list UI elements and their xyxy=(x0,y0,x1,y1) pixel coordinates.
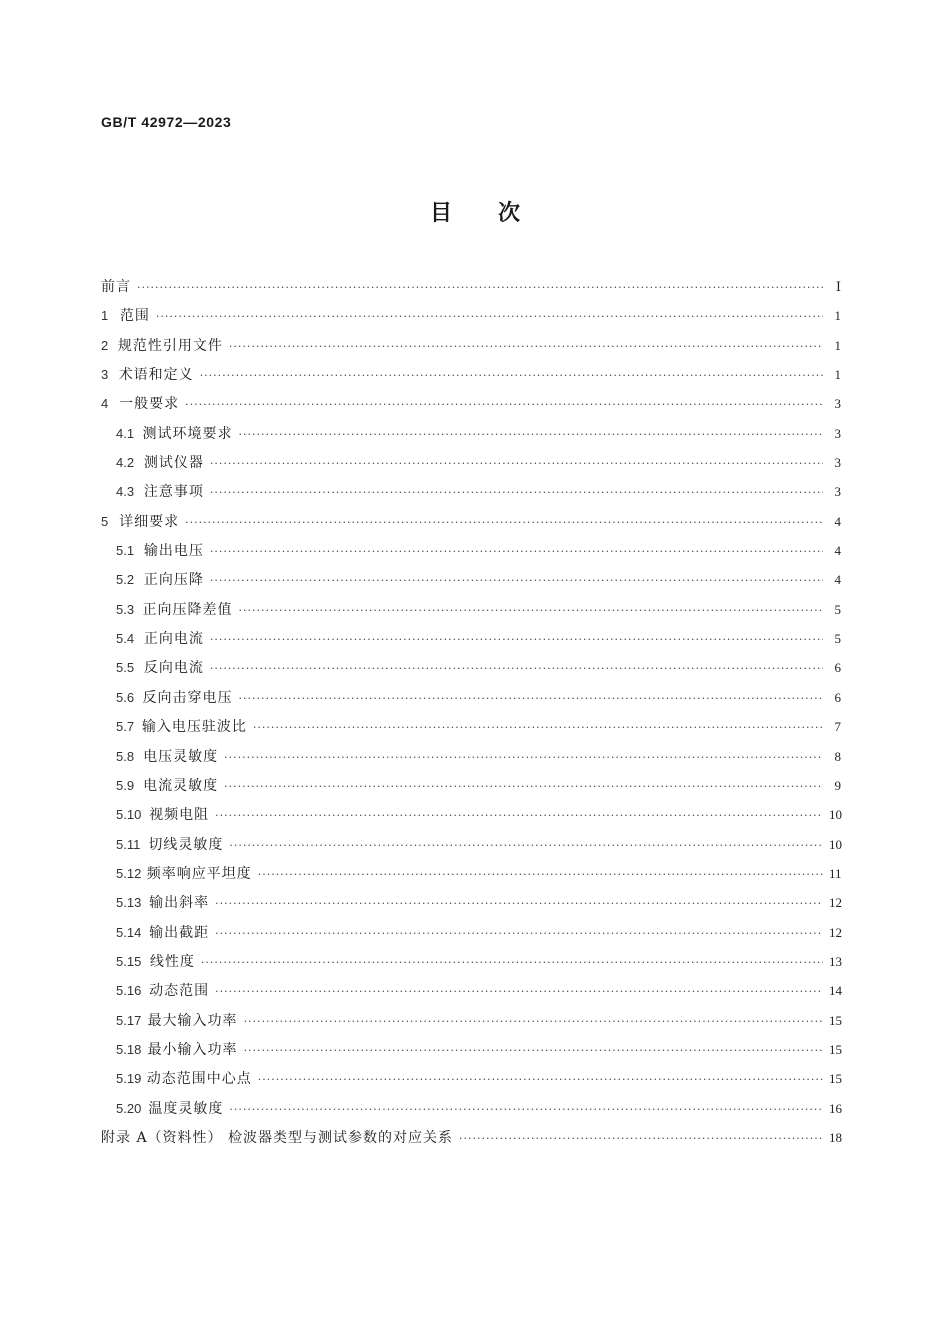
toc-entry-title: 输出截距 xyxy=(149,924,210,941)
toc-dot-leader xyxy=(239,596,823,625)
toc-entry-page: 18 xyxy=(829,1129,842,1145)
toc-entry-number: 5.13 xyxy=(116,895,142,911)
toc-entry-number: 1 xyxy=(101,308,109,324)
toc-entry-title: 动态范围 xyxy=(149,983,210,1000)
toc-dot-leader xyxy=(210,654,823,683)
toc-entry[interactable] xyxy=(101,565,841,594)
toc-entry-page: 5 xyxy=(834,601,841,617)
toc-entry-title: 温度灵敏度 xyxy=(148,1100,224,1117)
toc-entry-number: 4.1 xyxy=(116,425,135,441)
toc-entry-title: 切线灵敏度 xyxy=(148,836,224,853)
toc-entry[interactable] xyxy=(101,771,841,800)
toc-entry-page: 6 xyxy=(834,660,841,676)
toc-entry-page: 15 xyxy=(829,1041,842,1057)
toc-entry-page: 11 xyxy=(829,865,842,881)
toc-entry[interactable] xyxy=(101,1006,841,1035)
toc-dot-leader xyxy=(244,1036,823,1065)
toc-entry-page: 12 xyxy=(829,895,842,911)
toc-entry-number: 5 xyxy=(101,513,109,529)
toc-entry-page: 6 xyxy=(834,689,841,705)
toc-entry[interactable] xyxy=(101,976,841,1005)
toc-dot-leader xyxy=(215,801,823,830)
toc-entry-title: 输出电压 xyxy=(143,543,204,560)
toc-dot-leader xyxy=(239,420,823,449)
toc-entry-number: 5.4 xyxy=(116,631,135,647)
toc-entry-title: 正向压降差值 xyxy=(142,601,233,618)
toc-dot-leader xyxy=(210,566,823,595)
toc-entry[interactable] xyxy=(101,859,841,888)
toc-entry-page: 8 xyxy=(834,748,841,764)
toc-entry-page: 3 xyxy=(834,425,841,441)
toc-entry-page: 1 xyxy=(834,308,841,324)
toc-entry[interactable] xyxy=(101,1035,841,1064)
toc-entry-number: 5.20 xyxy=(116,1100,142,1116)
toc-entry-title: 输入电压驻波比 xyxy=(141,719,247,736)
toc-entry-title: 附录 A（资料性） 检波器类型与测试参数的对应关系 xyxy=(101,1129,454,1146)
toc-dot-leader xyxy=(229,1095,823,1124)
toc-entry-number: 4.3 xyxy=(116,484,135,500)
toc-entry-page: 15 xyxy=(829,1012,842,1028)
toc-entry-number: 5.18 xyxy=(116,1041,142,1057)
toc-entry-page: 16 xyxy=(829,1100,842,1116)
toc-entry-number: 5.3 xyxy=(116,601,135,617)
toc-entry-title: 注意事项 xyxy=(143,484,204,501)
toc-entry-number: 5.7 xyxy=(116,719,135,735)
toc-entry-page: 1 xyxy=(834,367,841,383)
toc-entry-page: 14 xyxy=(829,983,842,999)
toc-entry-number: 4.2 xyxy=(116,455,135,471)
toc-entry[interactable] xyxy=(101,742,841,771)
toc-entry-number: 4 xyxy=(101,396,109,412)
toc-entry-title: 测试环境要求 xyxy=(142,425,233,442)
toc-entry[interactable] xyxy=(101,712,841,741)
toc-entry-number: 5.15 xyxy=(116,953,142,969)
page-title xyxy=(0,196,950,227)
toc-entry[interactable] xyxy=(101,536,841,565)
toc-entry[interactable] xyxy=(101,800,841,829)
toc-entry-number: 5.2 xyxy=(116,572,135,588)
toc-entry-title: 术语和定义 xyxy=(118,367,194,384)
toc-entry[interactable] xyxy=(101,272,841,301)
toc-entry-page: 4 xyxy=(834,513,841,529)
toc-entry-number: 5.12 xyxy=(116,865,142,881)
toc-entry-title: 一般要求 xyxy=(119,396,180,413)
toc-entry[interactable] xyxy=(101,360,841,389)
toc-dot-leader xyxy=(210,478,823,507)
toc-entry-title: 前言 xyxy=(101,279,131,295)
toc-entry[interactable] xyxy=(101,301,841,330)
toc-entry-title: 线性度 xyxy=(149,953,195,970)
toc-entry[interactable] xyxy=(101,477,841,506)
toc-entry-title: 动态范围中心点 xyxy=(146,1071,252,1088)
toc-dot-leader xyxy=(210,625,823,654)
toc-entry[interactable] xyxy=(101,624,841,653)
toc-entry-page: 12 xyxy=(829,924,842,940)
toc-dot-leader xyxy=(253,713,823,742)
toc-entry[interactable] xyxy=(101,1064,841,1093)
toc-entry[interactable] xyxy=(101,830,841,859)
toc-entry-page: 15 xyxy=(829,1071,842,1087)
toc-entry-number: 2 xyxy=(101,337,109,353)
toc-entry-page: 10 xyxy=(829,807,842,823)
toc-dot-leader xyxy=(239,684,823,713)
toc-entry-page: 7 xyxy=(834,719,841,735)
toc-entry-title: 反向击穿电压 xyxy=(142,689,233,706)
toc-entry-number: 5.9 xyxy=(116,777,135,793)
toc-entry-title: 输出斜率 xyxy=(149,895,210,912)
toc-entry[interactable] xyxy=(101,947,841,976)
toc-entry-number: 5.19 xyxy=(116,1071,142,1087)
toc-dot-leader xyxy=(258,1065,823,1094)
toc-entry-title: 视频电阻 xyxy=(149,807,210,824)
toc-entry-title: 频率响应平坦度 xyxy=(146,865,252,882)
toc-entry-page: 4 xyxy=(834,543,841,559)
toc-entry-page: 3 xyxy=(834,396,841,412)
toc-entry-title: 电流灵敏度 xyxy=(143,777,219,794)
toc-entry-number: 5.14 xyxy=(116,924,142,940)
page-title-right: 次 xyxy=(498,201,521,226)
toc-entry-title: 电压灵敏度 xyxy=(143,748,219,765)
toc-entry-title: 规范性引用文件 xyxy=(117,337,223,354)
toc-entry-page: 9 xyxy=(834,777,841,793)
toc-entry[interactable] xyxy=(101,507,841,536)
toc-entry-page: 13 xyxy=(829,953,842,969)
toc-dot-leader xyxy=(244,1007,823,1036)
toc-entry-number: 5.5 xyxy=(116,660,135,676)
toc-entry[interactable] xyxy=(101,448,841,477)
toc-entry[interactable] xyxy=(101,389,841,418)
standard-number: GB/T 42972—2023 xyxy=(101,114,232,130)
toc-entry[interactable] xyxy=(101,331,841,360)
toc-entry[interactable] xyxy=(101,888,841,917)
toc-entry-number: 5.1 xyxy=(116,543,135,559)
toc-entry[interactable] xyxy=(101,1094,841,1123)
toc-dot-leader xyxy=(459,1124,823,1153)
toc-entry-number: 5.8 xyxy=(116,748,135,764)
toc-dot-leader xyxy=(224,772,823,801)
toc-entry[interactable] xyxy=(101,419,841,448)
toc-entry-number: 5.16 xyxy=(116,983,142,999)
toc-entry-page: 4 xyxy=(834,572,841,588)
toc-entry-page: 3 xyxy=(834,484,841,500)
toc-entry-number: 5.10 xyxy=(116,807,142,823)
toc-entry-number: 5.17 xyxy=(116,1012,142,1028)
toc-dot-leader xyxy=(229,332,823,361)
toc-dot-leader xyxy=(215,919,823,948)
toc-dot-leader xyxy=(229,831,823,860)
toc-dot-leader xyxy=(201,948,823,977)
toc-dot-leader xyxy=(137,273,823,302)
toc-entry-title: 最大输入功率 xyxy=(147,1012,238,1029)
toc-entry-page: 3 xyxy=(834,455,841,471)
table-of-contents xyxy=(101,272,841,1152)
toc-dot-leader xyxy=(210,449,823,478)
toc-entry-number: 3 xyxy=(101,367,109,383)
toc-entry-title: 反向电流 xyxy=(143,660,204,677)
toc-dot-leader xyxy=(215,977,823,1006)
toc-entry-page: 5 xyxy=(834,631,841,647)
toc-entry[interactable] xyxy=(101,1123,841,1152)
page-title-left: 目 xyxy=(429,201,452,226)
toc-dot-leader xyxy=(210,537,823,566)
toc-dot-leader xyxy=(215,889,823,918)
toc-entry[interactable] xyxy=(101,595,841,624)
toc-entry-title: 最小输入功率 xyxy=(147,1041,238,1058)
toc-entry-title: 测试仪器 xyxy=(143,455,204,472)
toc-entry-title: 正向电流 xyxy=(143,631,204,648)
toc-entry[interactable] xyxy=(101,683,841,712)
toc-dot-leader xyxy=(156,302,823,331)
toc-dot-leader xyxy=(185,390,823,419)
toc-entry[interactable] xyxy=(101,653,841,682)
toc-entry-number: 5.6 xyxy=(116,689,135,705)
toc-entry-number: 5.11 xyxy=(116,836,141,852)
toc-dot-leader xyxy=(224,743,823,772)
toc-entry-title: 范围 xyxy=(119,308,150,325)
toc-entry[interactable] xyxy=(101,918,841,947)
toc-entry-title: 正向压降 xyxy=(143,572,204,589)
toc-dot-leader xyxy=(258,860,823,889)
toc-entry-title: 详细要求 xyxy=(119,513,180,530)
toc-dot-leader xyxy=(185,508,823,537)
toc-dot-leader xyxy=(200,361,823,390)
toc-entry-page: 1 xyxy=(834,337,841,353)
toc-entry-page: Ⅰ xyxy=(835,279,841,294)
toc-entry-page: 10 xyxy=(829,836,842,852)
